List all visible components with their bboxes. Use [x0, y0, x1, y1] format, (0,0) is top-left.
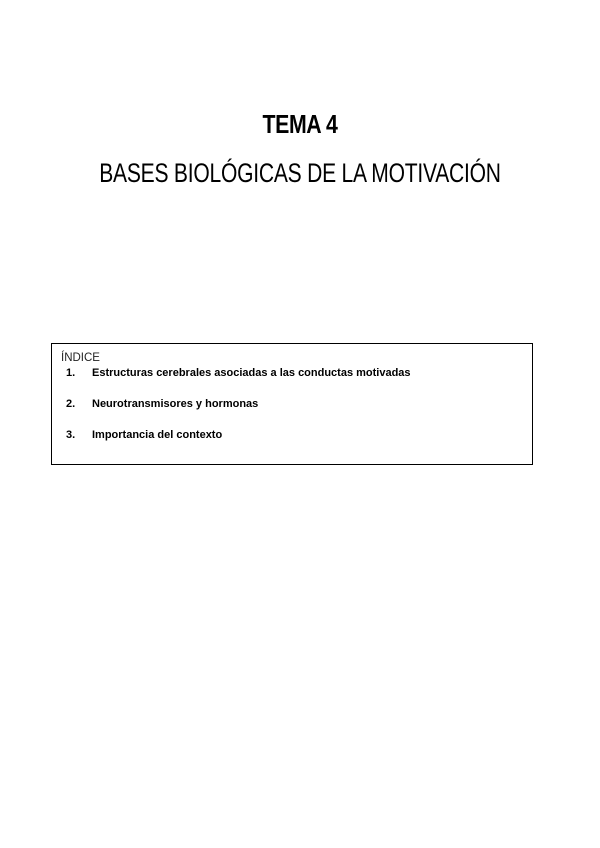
- index-item-number: 3.: [66, 429, 76, 441]
- index-item-label: Importancia del contexto: [92, 429, 223, 441]
- index-item-number: 1.: [66, 367, 76, 379]
- index-item-number: 2.: [66, 398, 76, 410]
- index-item-label: Neurotransmisores y hormonas: [92, 398, 259, 410]
- page-title: TEMA 4: [262, 109, 338, 139]
- index-box: [51, 343, 533, 465]
- index-item-label: Estructuras cerebrales asociadas a las conductas motivadas: [92, 367, 411, 379]
- index-heading: ÍNDICE: [61, 352, 100, 364]
- page-subtitle: BASES BIOLÓGICAS DE LA MOTIVACIÓN: [99, 158, 501, 188]
